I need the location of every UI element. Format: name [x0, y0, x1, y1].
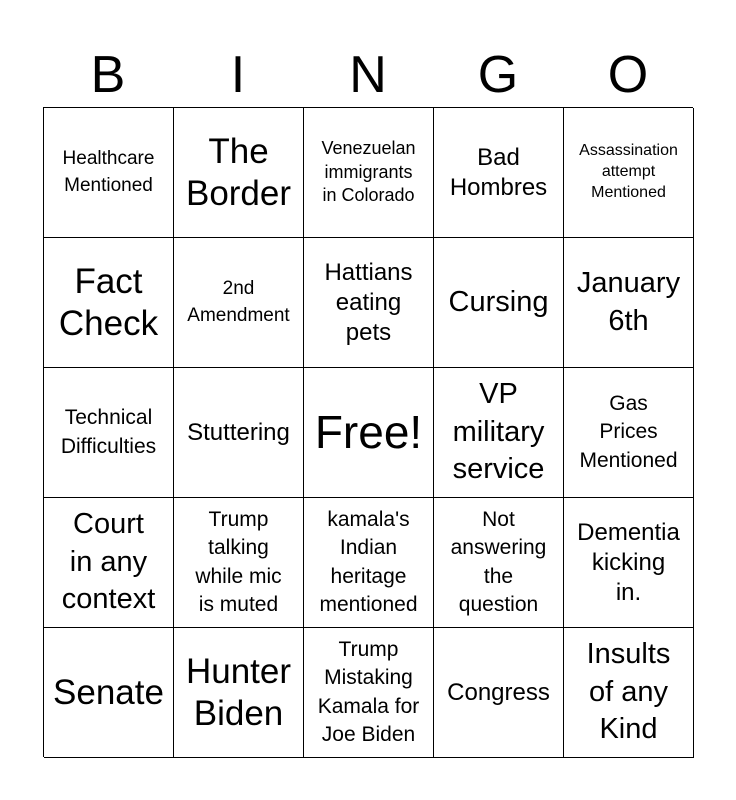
cell-text: kamala's Indian heritage mentioned [319, 507, 418, 616]
cell-text: Senate [53, 672, 164, 712]
bingo-cell[interactable] [44, 108, 174, 238]
bingo-cell[interactable] [304, 108, 434, 238]
header-letter-b: B [90, 46, 126, 104]
bingo-cell[interactable] [304, 238, 434, 368]
cell-text: Not answering the question [450, 507, 547, 616]
bingo-cell[interactable] [434, 108, 564, 238]
bingo-cell[interactable] [564, 108, 694, 238]
bingo-cell[interactable] [434, 498, 564, 628]
cell-text: Cursing [448, 285, 549, 318]
cell-text: January 6th [576, 266, 681, 337]
bingo-cell[interactable] [304, 498, 434, 628]
cell-text: Stuttering [187, 418, 290, 446]
bingo-cell[interactable] [174, 498, 304, 628]
header-letter-o: O [607, 46, 649, 104]
cell-text: Bad Hombres [449, 143, 548, 201]
bingo-cell[interactable] [174, 238, 304, 368]
bingo-cell[interactable] [434, 238, 564, 368]
header-letter-n: N [349, 46, 387, 104]
cell-text: Technical Difficulties [60, 406, 157, 458]
cell-text: Dementia kicking in. [577, 518, 680, 606]
bingo-cell[interactable] [434, 628, 564, 758]
cell-text: Hattians eating pets [324, 258, 413, 346]
header-letter-g: G [477, 46, 519, 104]
cell-text: Assassination attempt Mentioned [579, 142, 678, 201]
cell-text: Insults of any Kind [586, 637, 671, 746]
bingo-cell[interactable] [44, 368, 174, 498]
bingo-cell[interactable] [174, 368, 304, 498]
cell-text: Court in any context [61, 507, 156, 616]
bingo-cell[interactable] [434, 368, 564, 498]
cell-text: Hunter Biden [185, 651, 292, 733]
header-letter-i: I [230, 46, 246, 104]
bingo-cell[interactable] [44, 238, 174, 368]
bingo-cell[interactable] [44, 628, 174, 758]
cell-text: Healthcare Mentioned [62, 148, 155, 196]
bingo-cell[interactable] [564, 498, 694, 628]
bingo-cell[interactable] [564, 368, 694, 498]
cell-text: Trump talking while mic is muted [195, 507, 282, 616]
bingo-cell[interactable] [564, 238, 694, 368]
cell-text: Gas Prices Mentioned [579, 391, 678, 472]
free-space-cell[interactable] [304, 368, 434, 498]
cell-text: Fact Check [58, 261, 159, 343]
free-space-text: Free! [314, 406, 423, 459]
bingo-cell[interactable] [564, 628, 694, 758]
bingo-cell[interactable] [304, 628, 434, 758]
bingo-header [43, 42, 693, 108]
bingo-cell[interactable] [174, 108, 304, 238]
cell-text: Venezuelan immigrants in Colorado [321, 137, 416, 206]
bingo-cell[interactable] [174, 628, 304, 758]
cell-text: Congress [447, 678, 550, 706]
cell-text: 2nd Amendment [187, 278, 290, 326]
cell-text: The Border [185, 131, 292, 213]
cell-text: VP military service [452, 377, 545, 486]
bingo-board [43, 107, 693, 757]
cell-text: Trump Mistaking Kamala for Joe Biden [317, 637, 420, 746]
bingo-cell[interactable] [44, 498, 174, 628]
